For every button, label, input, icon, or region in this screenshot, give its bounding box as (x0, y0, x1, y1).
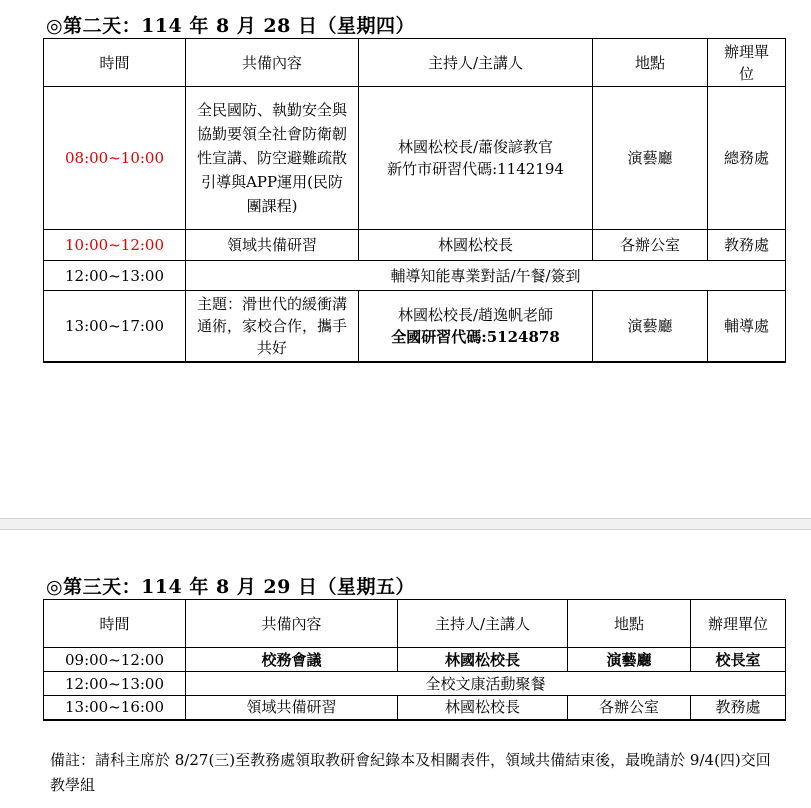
row-content: 領域共備研習 (186, 230, 359, 261)
row-unit: 教務處 (691, 696, 786, 720)
row-place: 各辦公室 (593, 230, 708, 261)
host-name: 林國松校長/趙逸帆老師 (397, 305, 554, 324)
header-content: 共備內容 (186, 39, 359, 87)
host-name: 林國松校長/蕭俊諺教官 (397, 138, 554, 156)
day2-title: ◎第二天：114 年 8 月 28 日（星期四） (46, 15, 415, 37)
header-content: 共備內容 (186, 600, 398, 648)
table-row (44, 696, 786, 720)
row-host (359, 291, 593, 362)
header-time: 時間 (44, 39, 186, 87)
header-time: 時間 (44, 600, 186, 648)
table-row (44, 648, 786, 672)
row-time: 08:00~10:00 (44, 87, 186, 230)
row-merged-activity: 全校文康活動聚餐 (186, 672, 786, 696)
row-content: 全民國防、執勤安全與協勤要領全社會防衛韌性宣講、防空避難疏散引導與APP運用(民防團課程) (186, 87, 359, 230)
day3-title: ◎第三天：114 年 8 月 29 日（星期五） (46, 576, 415, 598)
row-time: 13:00~16:00 (44, 696, 186, 720)
row-unit: 校長室 (691, 648, 786, 672)
header-host: 主持人/主講人 (398, 600, 568, 648)
table-row (44, 291, 786, 362)
row-host: 林國松校長 (359, 230, 593, 261)
row-place: 演藝廳 (568, 648, 691, 672)
row-host (359, 87, 593, 230)
row-content: 主題：滑世代的緩衝溝通術，家校合作，攜手共好 (186, 291, 359, 362)
row-merged-activity: 輔導知能專業對話/午餐/簽到 (186, 261, 786, 291)
training-code: 新竹市研習代碼:1142194 (387, 160, 564, 178)
row-place: 演藝廳 (593, 87, 708, 230)
training-code: 全國研習代碼:5124878 (391, 327, 560, 346)
row-unit: 教務處 (708, 230, 786, 261)
header-unit: 辦理單位 (708, 39, 786, 87)
page-break (0, 518, 811, 530)
row-content: 校務會議 (186, 648, 398, 672)
row-place: 演藝廳 (593, 291, 708, 362)
row-time: 12:00~13:00 (44, 672, 186, 696)
row-host: 林國松校長 (398, 648, 568, 672)
day2-schedule-table (43, 38, 786, 363)
table-header-row (44, 39, 786, 87)
table-row (44, 672, 786, 696)
day3-schedule-table (43, 599, 786, 721)
header-host: 主持人/主講人 (359, 39, 593, 87)
table-row (44, 261, 786, 291)
row-unit: 輔導處 (708, 291, 786, 362)
row-place: 各辦公室 (568, 696, 691, 720)
row-time: 10:00~12:00 (44, 230, 186, 261)
row-time: 12:00~13:00 (44, 261, 186, 291)
header-unit: 辦理單位 (691, 600, 786, 648)
row-unit: 總務處 (708, 87, 786, 230)
table-header-row (44, 600, 786, 648)
header-place: 地點 (593, 39, 708, 87)
row-time: 13:00~17:00 (44, 291, 186, 362)
table-row (44, 87, 786, 230)
remarks-note: 備註：請科主席於 8/27(三)至教務處領取教研會紀錄本及相關表件，領域共備結束後，最晚請於 9/4(四)交回教學組 (50, 751, 771, 794)
row-host: 林國松校長 (398, 696, 568, 720)
row-content: 領域共備研習 (186, 696, 398, 720)
row-time: 09:00~12:00 (44, 648, 186, 672)
table-row (44, 230, 786, 261)
header-place: 地點 (568, 600, 691, 648)
